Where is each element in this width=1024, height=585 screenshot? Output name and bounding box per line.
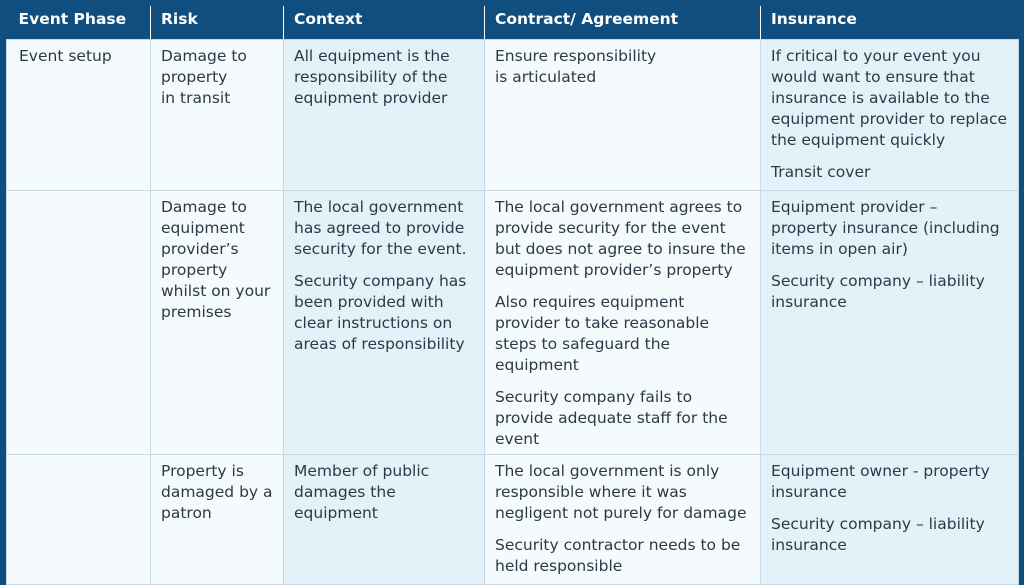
table-row — [7, 455, 1019, 585]
cell-context — [284, 40, 485, 191]
cell-text: Security contractor needs to be held responsible — [495, 536, 741, 575]
cell-text: Security company has been provided with clear instructions on areas of responsibility — [294, 272, 467, 353]
cell-context — [284, 455, 485, 585]
cell-event-phase — [7, 455, 151, 585]
cell-contract — [485, 40, 761, 191]
cell-event-phase — [7, 191, 151, 455]
cell-text: Event setup — [19, 47, 112, 65]
cell-insurance — [761, 191, 1019, 455]
header-risk: Risk — [151, 6, 284, 40]
table-row — [7, 191, 1019, 455]
cell-text: Security company fails to provide adequate staff for the event — [495, 388, 728, 448]
cell-line: Damage to — [161, 47, 247, 65]
cell-line: property — [161, 68, 228, 86]
cell-text: Security company – liability insurance — [771, 272, 985, 311]
cell-insurance — [761, 455, 1019, 585]
header-event-phase: Event Phase — [7, 6, 151, 40]
cell-text: Equipment provider – property insurance (including items in open air) — [771, 198, 1000, 258]
cell-text: Also requires equipment provider to take reasonable steps to safeguard the equipment — [495, 293, 710, 374]
table-row — [7, 40, 1019, 191]
cell-risk — [151, 40, 284, 191]
cell-risk — [151, 455, 284, 585]
cell-text: The local government agrees to provide security for the event but does not agree to insure the equipment provider’s property — [495, 198, 746, 279]
cell-text: The local government has agreed to provide security for the event. — [294, 198, 467, 258]
header-contract-agreement: Contract/ Agreement — [485, 6, 761, 40]
cell-context — [284, 191, 485, 455]
cell-line: in transit — [161, 89, 231, 107]
cell-text: Equipment owner - property insurance — [771, 462, 990, 501]
cell-contract — [485, 191, 761, 455]
cell-text — [161, 46, 273, 109]
cell-contract — [485, 455, 761, 585]
cell-event-phase — [7, 40, 151, 191]
cell-risk — [151, 191, 284, 455]
cell-insurance — [761, 40, 1019, 191]
header-insurance: Insurance — [761, 6, 1019, 40]
header-row — [7, 6, 1019, 40]
cell-text: Property is damaged by a patron — [161, 462, 273, 522]
header-context: Context — [284, 6, 485, 40]
cell-text: Damage to equipment provider’s property whilst on your premises — [161, 198, 271, 321]
risk-table — [6, 6, 1019, 585]
cell-text: All equipment is the responsibility of the equipment provider — [294, 47, 450, 107]
cell-text: The local government is only responsible where it was negligent not purely for damage — [495, 462, 747, 522]
cell-text: Transit cover — [771, 163, 871, 181]
cell-text: If critical to your event you would want to ensure that insurance is available to the equipment provider to replace the equipment quickly — [771, 47, 1008, 149]
cell-text: Security company – liability insurance — [771, 515, 985, 554]
cell-text: Ensure responsibility is articulated — [495, 47, 657, 86]
cell-text: Member of public damages the equipment — [294, 462, 430, 522]
